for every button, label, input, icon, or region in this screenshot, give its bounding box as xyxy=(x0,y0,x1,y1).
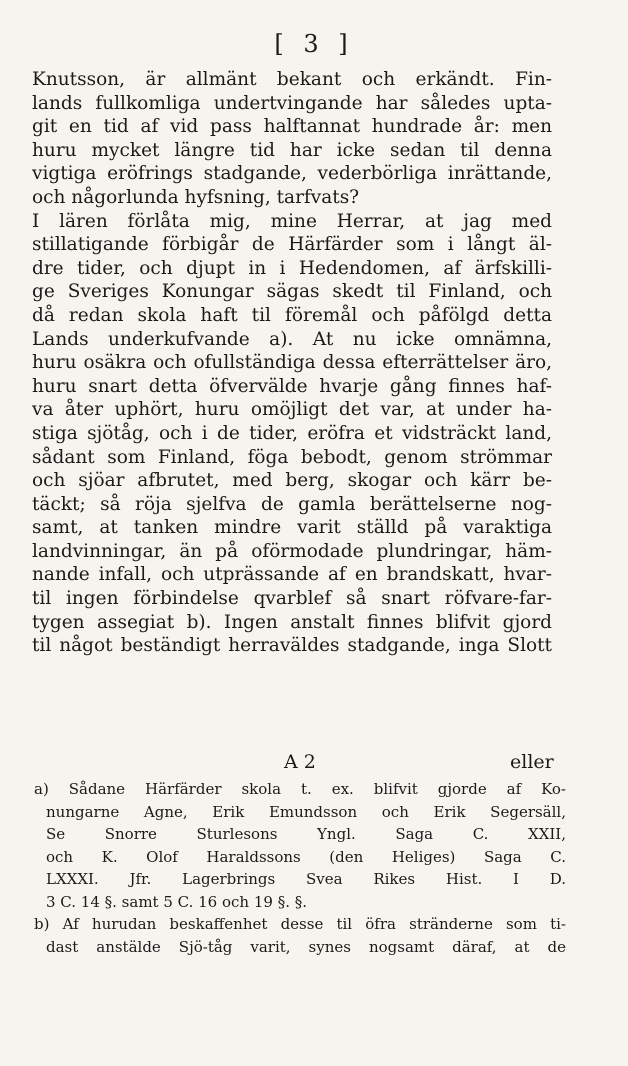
text-line: huru mycket längre tid har icke sedan til denna xyxy=(32,139,552,161)
footnote-line: Se Snorre Sturlesons Yngl. Saga C. XXII, xyxy=(46,825,566,843)
text-line: huru osäkra och ofullständiga dessa efterrättelser äro, xyxy=(32,352,552,374)
text-line: git en tid af vid pass halftannat hundrade år: men xyxy=(32,116,552,138)
footnote-line: b) Af hurudan beskaffenhet desse til öfra stränderne som ti- xyxy=(34,915,566,933)
text-line: tygen assegiat b). Ingen anstalt finnes blifvit gjord xyxy=(32,611,552,633)
page-footer xyxy=(0,750,628,774)
text-line: stillatigande förbigår de Härfärder som i långt äl- xyxy=(32,234,552,256)
footnote-line: a) Sådane Härfärder skola t. ex. blifvit gjorde af Ko- xyxy=(34,780,566,798)
text-line: och någorlunda hyfsning, tarfvats? xyxy=(32,186,360,208)
body-text xyxy=(32,68,552,658)
text-line: dre tider, och djupt in i Hedendomen, af ärfskilli- xyxy=(32,257,552,279)
text-line: stiga sjötåg, och i de tider, eröfra et vidsträckt land, xyxy=(32,422,552,444)
text-line: Lands underkufvande a). At nu icke omnämna, xyxy=(32,328,552,350)
text-line: sådant som Finland, föga bebodt, genom strömmar xyxy=(32,446,552,468)
text-line: va åter uphört, huru omöjligt det var, at under ha- xyxy=(32,399,552,421)
text-line: lands fullkomliga undertvingande har således upta- xyxy=(32,92,552,114)
text-line: vigtiga eröfrings stadgande, vederbörliga inrättande, xyxy=(32,163,552,185)
text-line: landvinningar, än på oförmodade plundringar, häm- xyxy=(32,540,552,562)
text-line: til ingen förbindelse qvarblef så snart röfvare-far- xyxy=(32,588,552,610)
page-number-header: [ 3 ] xyxy=(274,30,354,58)
text-line: täckt; så röja sjelfva de gamla berättelserne nog- xyxy=(32,493,552,515)
text-line: och sjöar afbrutet, med berg, skogar och kärr be- xyxy=(32,470,552,492)
text-line: ge Sveriges Konungar sägas skedt til Finland, och xyxy=(32,281,552,303)
catchword: eller xyxy=(510,751,554,773)
text-line: då redan skola haft til föremål och påfölgd detta xyxy=(32,304,552,326)
footnote-line: LXXXI. Jfr. Lagerbrings Svea Rikes Hist. I D. xyxy=(46,870,566,888)
footnote-line: nungarne Agne, Erik Emundsson och Erik Segersäll, xyxy=(46,802,566,821)
text-line: huru snart detta öfvervälde hvarje gång finnes haf- xyxy=(32,375,552,397)
footnote-line: och K. Olof Haraldssons (den Heliges) Saga C. xyxy=(46,847,566,866)
text-line: I lären förlåta mig, mine Herrar, at jag med xyxy=(32,210,552,232)
text-line: nande infall, och utprässande af en brandskatt, hvar- xyxy=(32,564,552,586)
text-line: Knutsson, är allmänt bekant och erkändt. Fin- xyxy=(32,69,552,90)
text-line: til något beständigt herraväldes stadgande, inga Slott xyxy=(32,635,552,657)
footnote-line: 3 C. 14 §. samt 5 C. 16 och 19 §. §. xyxy=(46,892,308,911)
footnotes xyxy=(34,778,566,958)
footnote-line: dast anstälde Sjö-tåg varit, synes nogsamt däraf, at de xyxy=(46,937,566,956)
text-line: samt, at tanken mindre varit ställd på varaktiga xyxy=(32,517,552,539)
signature-mark: A 2 xyxy=(284,751,316,773)
